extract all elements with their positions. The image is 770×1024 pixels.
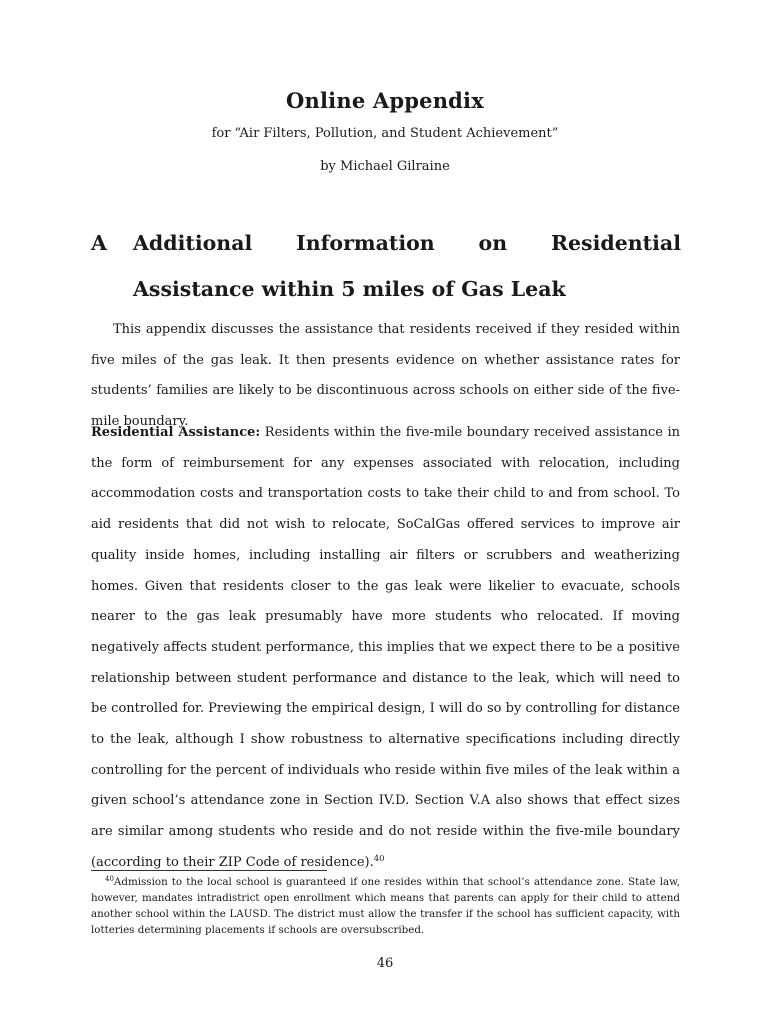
section-number: A (91, 231, 107, 255)
paper-subtitle: for “Air Filters, Pollution, and Student Achievement” (211, 126, 559, 141)
author-line: by Michael Gilraine (320, 159, 450, 174)
footnote-reference[interactable]: 40 (373, 853, 385, 864)
section-title: Additional Information on Residential Assistance within 5 miles of Gas Leak (133, 231, 681, 301)
footnote (91, 874, 680, 938)
intro-paragraph: This appendix discusses the assistance that residents received if they resided within five miles of the gas leak. It then presents evidence on whether assistance rates for students’ families are likely to be discontinuous across schools on either side of the five-mile boundary. (91, 322, 680, 430)
residential-assistance-paragraph (91, 418, 680, 879)
footnote-number: 40 (105, 875, 114, 883)
run-in-heading: Residential Assistance: (91, 425, 261, 440)
footnote-text: Admission to the local school is guaranteed if one resides within that school’s attendance zone. State law, however, mandates intradistrict open enrollment which means that parents can apply for their child to attend another school within the LAUSD. The district must allow the transfer if the school has sufficient capacity, with lotteries determining placements if schools are oversubscribed. (91, 876, 680, 936)
page-number: 46 (376, 956, 394, 971)
section-heading (91, 220, 681, 312)
page-title: Online Appendix (286, 88, 484, 113)
paragraph-body: Residents within the five-mile boundary received assistance in the form of reimbursement for any expenses associated with relocation, including accommodation costs and transportation costs to take their child to and from school. To aid residents that did not wish to relocate, SoCalGas offered services to improve air quality inside homes, including installing air filters or scrubbers and weatherizing homes. Given that residents closer to the gas leak were likelier to evacuate, schools nearer to the gas leak presumably have more students who relocated. If moving negatively affects student performance, this implies that we expect there to be a positive relationship between student performance and distance to the leak, which will need to be controlled for. Previewing the empirical design, I will do so by controlling for distance to the leak, although I show robustness to alternative specifications including directly controlling for the percent of individuals who reside within five miles of the leak within a given school’s attendance zone in Section IV.D. Section V.A also shows that effect sizes are similar among students who reside and do not reside within the five-mile boundary (according to their ZIP Code of residence). (91, 425, 680, 870)
footnote-rule (91, 870, 327, 871)
